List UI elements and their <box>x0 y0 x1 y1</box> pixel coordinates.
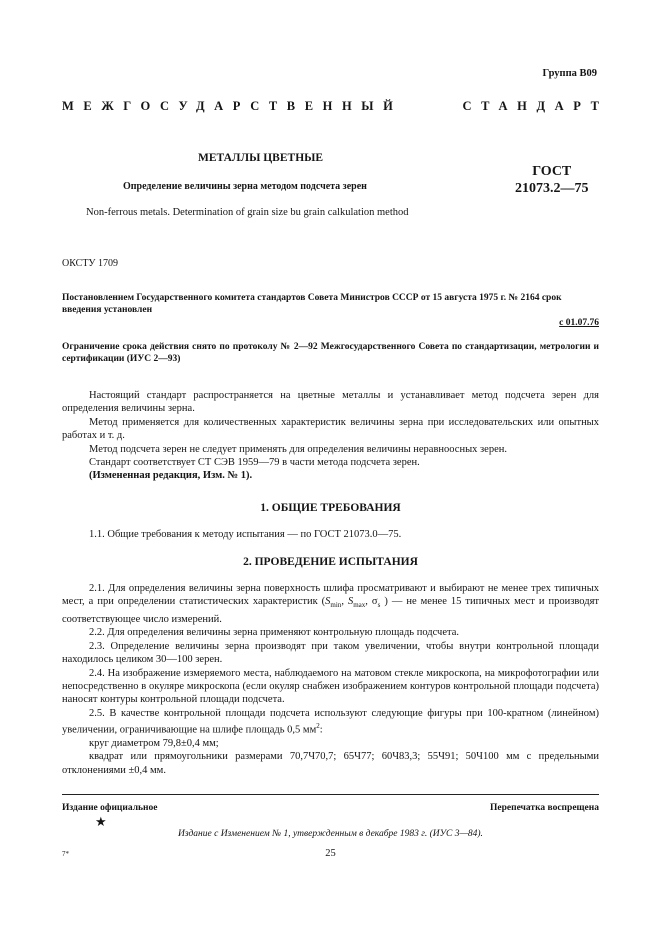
print-mark: 7* <box>62 850 69 858</box>
section-2 <box>62 582 599 777</box>
official-edition-label: Издание официальное <box>62 803 158 813</box>
intro-paragraph: Стандарт соответствует СТ СЭВ 1959—79 в части метода подсчета зерен. <box>89 457 420 469</box>
star-icon: ★ <box>95 814 107 829</box>
clause-2-1: 2.1. Для определения величины зерна поверхность шлифа просматривают и выбирают не менее трех типичных мест, а при определении статистических характеристик ($S_{min}$, $S_{max}$, $\sigma_s$ ) — не менее 15 типичных мест и производят соответствующее число измерений. <box>62 583 600 625</box>
standard-banner <box>62 99 609 114</box>
banner-interstate: МЕЖГОСУДАРСТВЕННЫЙ <box>62 99 403 113</box>
intro-paragraph: Метод подсчета зерен не следует применять для определения величины неравноосных зерен. <box>89 443 507 455</box>
clause-2-1-start: 2.1. Для определения величины зерна поверхность шлифа просматривают и выбирают не менее трех типичных мест, а при определении статистических характеристик ( <box>62 583 599 608</box>
clause-2-3: 2.3. Определение величины зерна производят при таком увеличении, чтобы внутри контрольной площади находилось целиком 30—100 зерен. <box>62 640 599 666</box>
intro-section <box>62 389 599 483</box>
list-item: квадрат или прямоугольники размерами 70,7Ч70,7; 65Ч77; 60Ч83,3; 55Ч91; 50Ч100 мм с предельными отклонениями ±0,4 мм. <box>62 751 599 776</box>
decree-date: с 01.07.76 <box>559 318 599 328</box>
clause-2-5 <box>62 707 599 737</box>
clause-2-4: 2.4. На изображение измеряемого места, наблюдаемого на матовом стекле микроскопа, на микрофотографии или непосредственно в окуляре микроскопа (если окуляр снабжен изображением контуров контрольной площади подсчета) наносят контуры контрольной площади подсчета. <box>62 667 599 706</box>
footer-divider <box>62 794 599 795</box>
document-title: МЕТАЛЛЫ ЦВЕТНЫЕ <box>198 152 324 164</box>
subscript-min: min <box>330 601 342 610</box>
clause-1-1: 1.1. Общие требования к методу испытания — по ГОСТ 21073.0—75. <box>89 529 402 540</box>
s-symbol: S <box>347 596 354 608</box>
list-item: круг диаметром 79,8±0,4 мм; <box>89 738 219 750</box>
page-number: 25 <box>325 848 336 859</box>
gost-designation <box>515 163 589 197</box>
clause-2-1-end: ) — не менее 15 типичных мест и производят соответствующее число измерений. <box>62 596 600 625</box>
intro-paragraph: Настоящий стандарт распространяется на цветные металлы и устанавливает метод подсчета зерен для определения величины зерна. <box>62 390 599 415</box>
gost-number: 21073.2—75 <box>515 181 589 196</box>
decree-text: Постановлением Государственного комитета стандартов Совета Министров СССР от 15 августа 1975 г. № 2164 срок введения установлен <box>62 293 562 315</box>
clause-2-5-text: 2.5. В качестве контрольной площади подсчета используют следующие фигуры при 100-кратном (линейном) увеличении, ограничивающие на шлифе площадь 0,5 мм <box>62 707 599 736</box>
subscript-max: max <box>353 601 366 610</box>
gost-label: ГОСТ <box>532 164 572 179</box>
oksty-code: ОКСТУ 1709 <box>62 258 119 269</box>
clause-2-5-colon: : <box>319 724 323 736</box>
english-title: Non-ferrous metals. Determination of grain size bu grain calkulation method <box>86 207 409 218</box>
subscript-s: s <box>377 601 381 610</box>
edition-note: Издание с Изменением № 1, утвержденным в декабре 1983 г. (ИУС 3—84). <box>178 829 483 839</box>
sigma-symbol: σ <box>371 596 378 608</box>
group-code: Группа В09 <box>542 68 597 79</box>
document-subtitle: Определение величины зерна методом подсчета зерен <box>123 181 367 192</box>
amendment-note: (Измененная редакция, Изм. № 1). <box>89 470 253 482</box>
banner-standard: СТАНДАРТ <box>462 99 609 113</box>
limitation-note: Ограничение срока действия снято по протоколу № 2—92 Межгосударственного Совета по стандартизации, метрологии и сертификации (ИУС 2—93) <box>62 342 599 364</box>
superscript-2: 2 <box>316 722 320 731</box>
intro-paragraph: Метод применяется для количественных характеристик величины зерна при исследовательских или опытных работах и т. д. <box>62 416 599 442</box>
s-symbol: S <box>325 596 331 608</box>
section-1 <box>62 528 599 541</box>
reprint-prohibited-label: Перепечатка воспрещена <box>489 803 599 813</box>
section-1-heading: 1. ОБЩИЕ ТРЕБОВАНИЯ <box>260 502 401 514</box>
clause-2-2: 2.2. Для определения величины зерна применяют контрольную площадь подсчета. <box>89 627 460 639</box>
section-2-heading: 2. ПРОВЕДЕНИЕ ИСПЫТАНИЯ <box>243 556 418 568</box>
